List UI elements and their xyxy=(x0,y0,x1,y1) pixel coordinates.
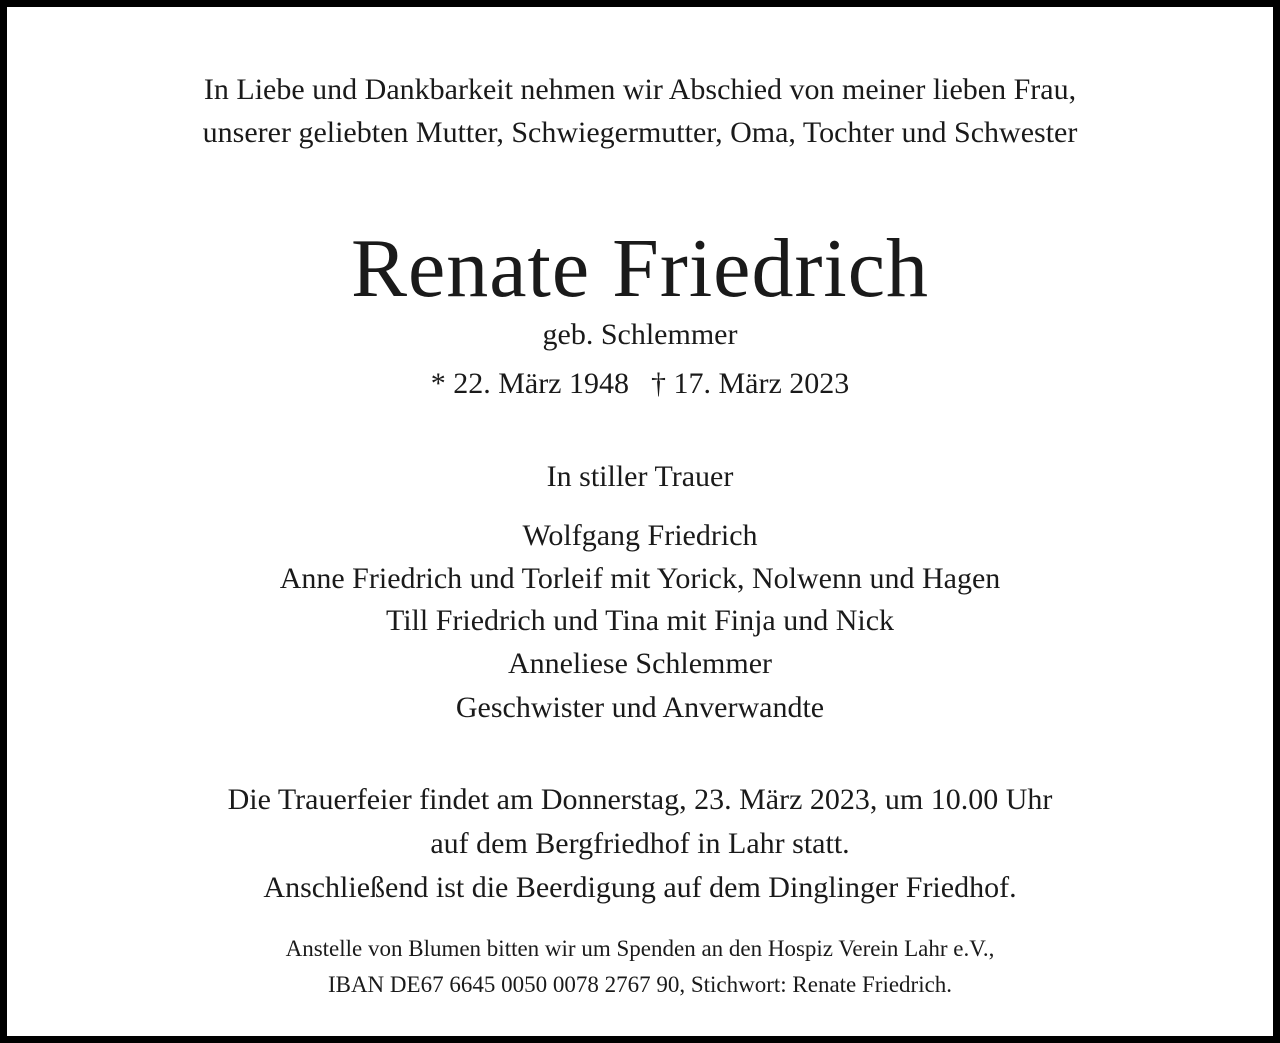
deceased-name: Renate Friedrich xyxy=(350,222,930,315)
mourner-line: Geschwister und Anverwandte xyxy=(455,691,825,724)
death-date: † 17. März 2023 xyxy=(651,367,850,400)
mourner-line: Anne Friedrich und Torleif mit Yorick, Nolwenn und Hagen xyxy=(279,562,1001,595)
intro-line-1: In Liebe und Dankbarkeit nehmen wir Abschied von meiner lieben Frau, xyxy=(203,73,1077,106)
mourning-heading: In stiller Trauer xyxy=(546,460,734,493)
mourner-line: Anneliese Schlemmer xyxy=(507,647,773,680)
birth-date: * 22. März 1948 xyxy=(430,367,629,400)
donation-line-1: Anstelle von Blumen bitten wir um Spenden an den Hospiz Verein Lahr e.V., xyxy=(285,936,995,961)
mourner-line: Till Friedrich und Tina mit Finja und Nick xyxy=(385,604,895,637)
intro-line-2: unserer geliebten Mutter, Schwiegermutter, Oma, Tochter und Schwester xyxy=(202,116,1078,149)
mourner-line: Wolfgang Friedrich xyxy=(522,519,758,552)
life-dates xyxy=(7,367,1273,401)
ceremony-line-3: Anschließend ist die Beerdigung auf dem Dinglinger Friedhof. xyxy=(263,871,1017,904)
ceremony-line-1: Die Trauerfeier findet am Donnerstag, 23. März 2023, um 10.00 Uhr xyxy=(227,783,1053,816)
donation-line-2: IBAN DE67 6645 0050 0078 2767 90, Stichwort: Renate Friedrich. xyxy=(327,972,953,997)
birth-name: geb. Schlemmer xyxy=(542,318,738,351)
ceremony-line-2: auf dem Bergfriedhof in Lahr statt. xyxy=(430,827,850,860)
